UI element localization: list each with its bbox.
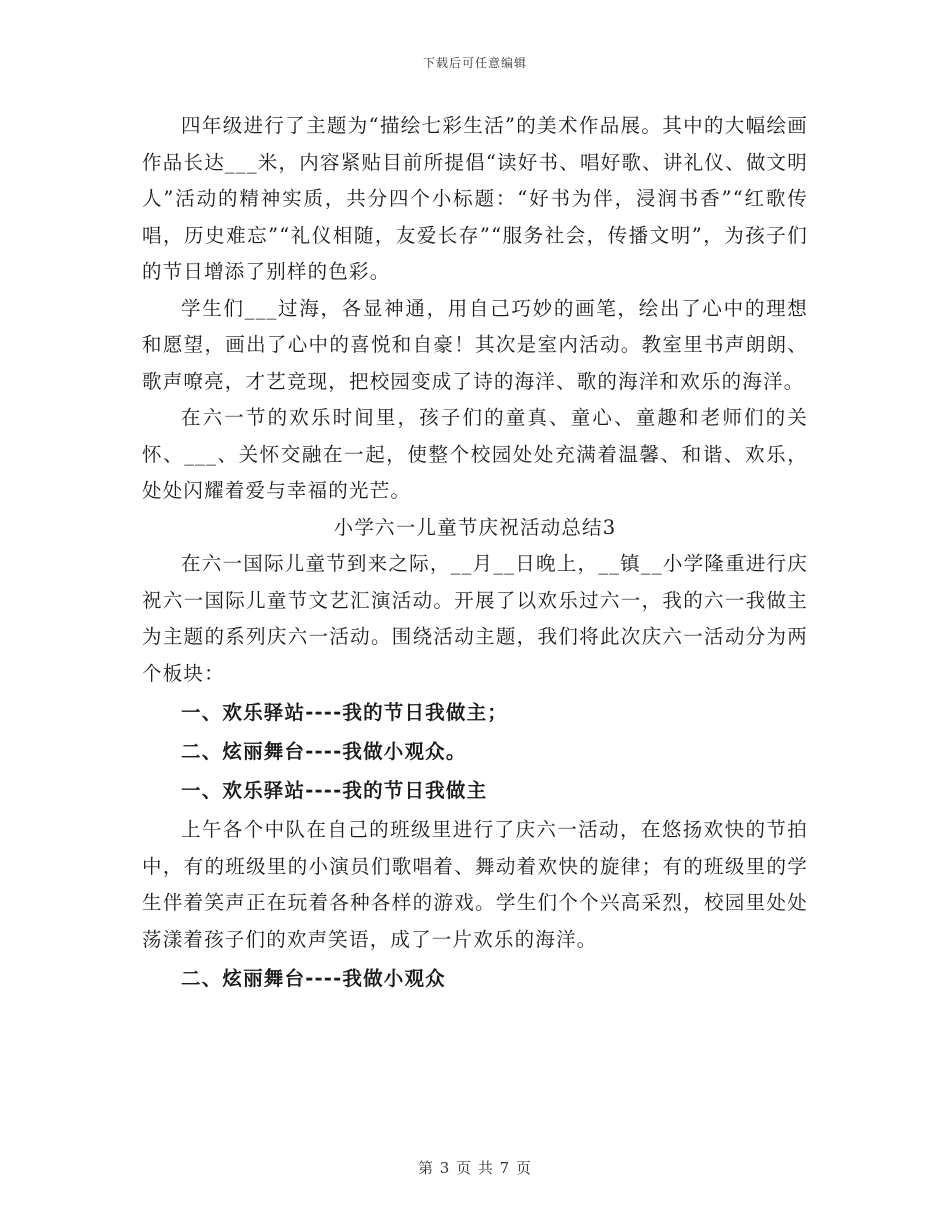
paragraph-class-activities: 上午各个中队在自己的班级里进行了庆六一活动，在悠扬欢快的节拍中，有的班级里的小演员们歌唱着、舞动着欢快的旋律；有的班级里的学生伴着笑声正在玩着各种各样的游戏。学生们个个兴高采烈，校园里处处荡漾着孩子们的欢声笑语，成了一片欢乐的海洋。 bbox=[142, 818, 808, 951]
paragraph-event-intro: 在六一国际儿童节到来之际，__月__日晚上，__镇__小学隆重进行庆祝六一国际儿童节文艺汇演活动。开展了以欢乐过六一，我的六一我做主为主题的系列庆六一活动。围绕活动主题，我们将此次庆六一活动分为两个板块： bbox=[142, 552, 808, 685]
paragraph-art-exhibition: 四年级进行了主题为“描绘七彩生活”的美术作品展。其中的大幅绘画作品长达___米，内容紧贴目前所提倡“读好书、唱好歌、讲礼仪、做文明人”活动的精神实质，共分四个小标题：“好书为伴，浸润书香”“红歌传唱，历史难忘”“礼仪相随，友爱长存”“服务社会，传播文明”，为孩子们的节日增添了别样的色彩。 bbox=[142, 114, 808, 283]
bold-item-happy-station: 一、欢乐驿站----我的节日我做主； bbox=[181, 701, 508, 724]
page-footer: 第 3 页 共 7 页 bbox=[418, 1159, 532, 1177]
paragraph-childrens-day-joy: 在六一节的欢乐时间里，孩子们的童真、童心、童趣和老师们的关怀、___、关怀交融在一起，使整个校园处处充满着温馨、和谐、欢乐，处处闪耀着爱与幸福的光芒。 bbox=[142, 406, 808, 502]
subheading-happy-station: 一、欢乐驿站----我的节日我做主 bbox=[181, 779, 488, 802]
section-heading: 小学六一儿童节庆祝活动总结3 bbox=[333, 515, 617, 539]
paragraph-students-painting: 学生们___过海，各显神通，用自己巧妙的画笔，绘出了心中的理想和愿望，画出了心中的喜悦和自豪！其次是室内活动。教室里书声朗朗、歌声嘹亮，才艺竞现，把校园变成了诗的海洋、歌的海洋和欢乐的海洋。 bbox=[142, 296, 808, 393]
subheading-dazzling-stage: 二、炫丽舞台----我做小观众 bbox=[181, 967, 446, 990]
bold-item-dazzling-stage: 二、炫丽舞台----我做小观众。 bbox=[181, 740, 467, 763]
page-header: 下载后可任意编辑 bbox=[422, 56, 527, 70]
document-body bbox=[142, 108, 808, 1000]
